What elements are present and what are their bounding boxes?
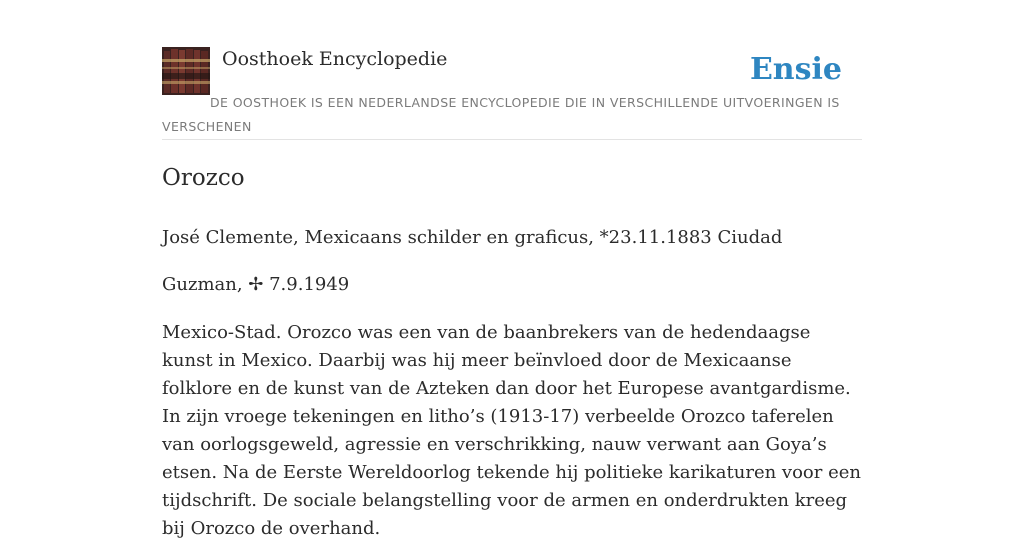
article-lead: José Clemente, Mexicaans schilder en graficus, *23.11.1883 Ciudad Guzman, ✢ 7.9.1949	[162, 227, 783, 295]
books-icon[interactable]	[162, 47, 210, 95]
site-header	[162, 46, 862, 140]
article-title: Orozco	[162, 165, 245, 191]
article-body: Mexico-Stad. Orozco was een van de baanbrekers van de hedendaagse kunst in Mexico. Daarbij was hij meer beïnvloed door de Mexicaanse folklore en de kunst van de Azteken dan door het Europese avantgardisme. In zijn vroege tekeningen en litho’s (1913-17) verbeelde Orozco taferelen van oorlogsgeweld, agressie en verschrikking, nauw verwant aan Goya’s etsen. Na de Eerste Wereldoorlog tekende hij politieke karikaturen voor een tijdschrift. De sociale belangstelling voor de armen en onderdrukten kreeg bij Orozco de overhand.	[162, 322, 861, 539]
site-name[interactable]: Oosthoek Encyclopedie	[222, 48, 448, 70]
site-tagline: DE OOSTHOEK IS EEN NEDERLANDSE ENCYCLOPEDIE DIE IN VERSCHILLENDE UITVOERINGEN IS VERSCHENEN	[162, 95, 840, 134]
brand-logo[interactable]: Ensie	[749, 52, 842, 87]
